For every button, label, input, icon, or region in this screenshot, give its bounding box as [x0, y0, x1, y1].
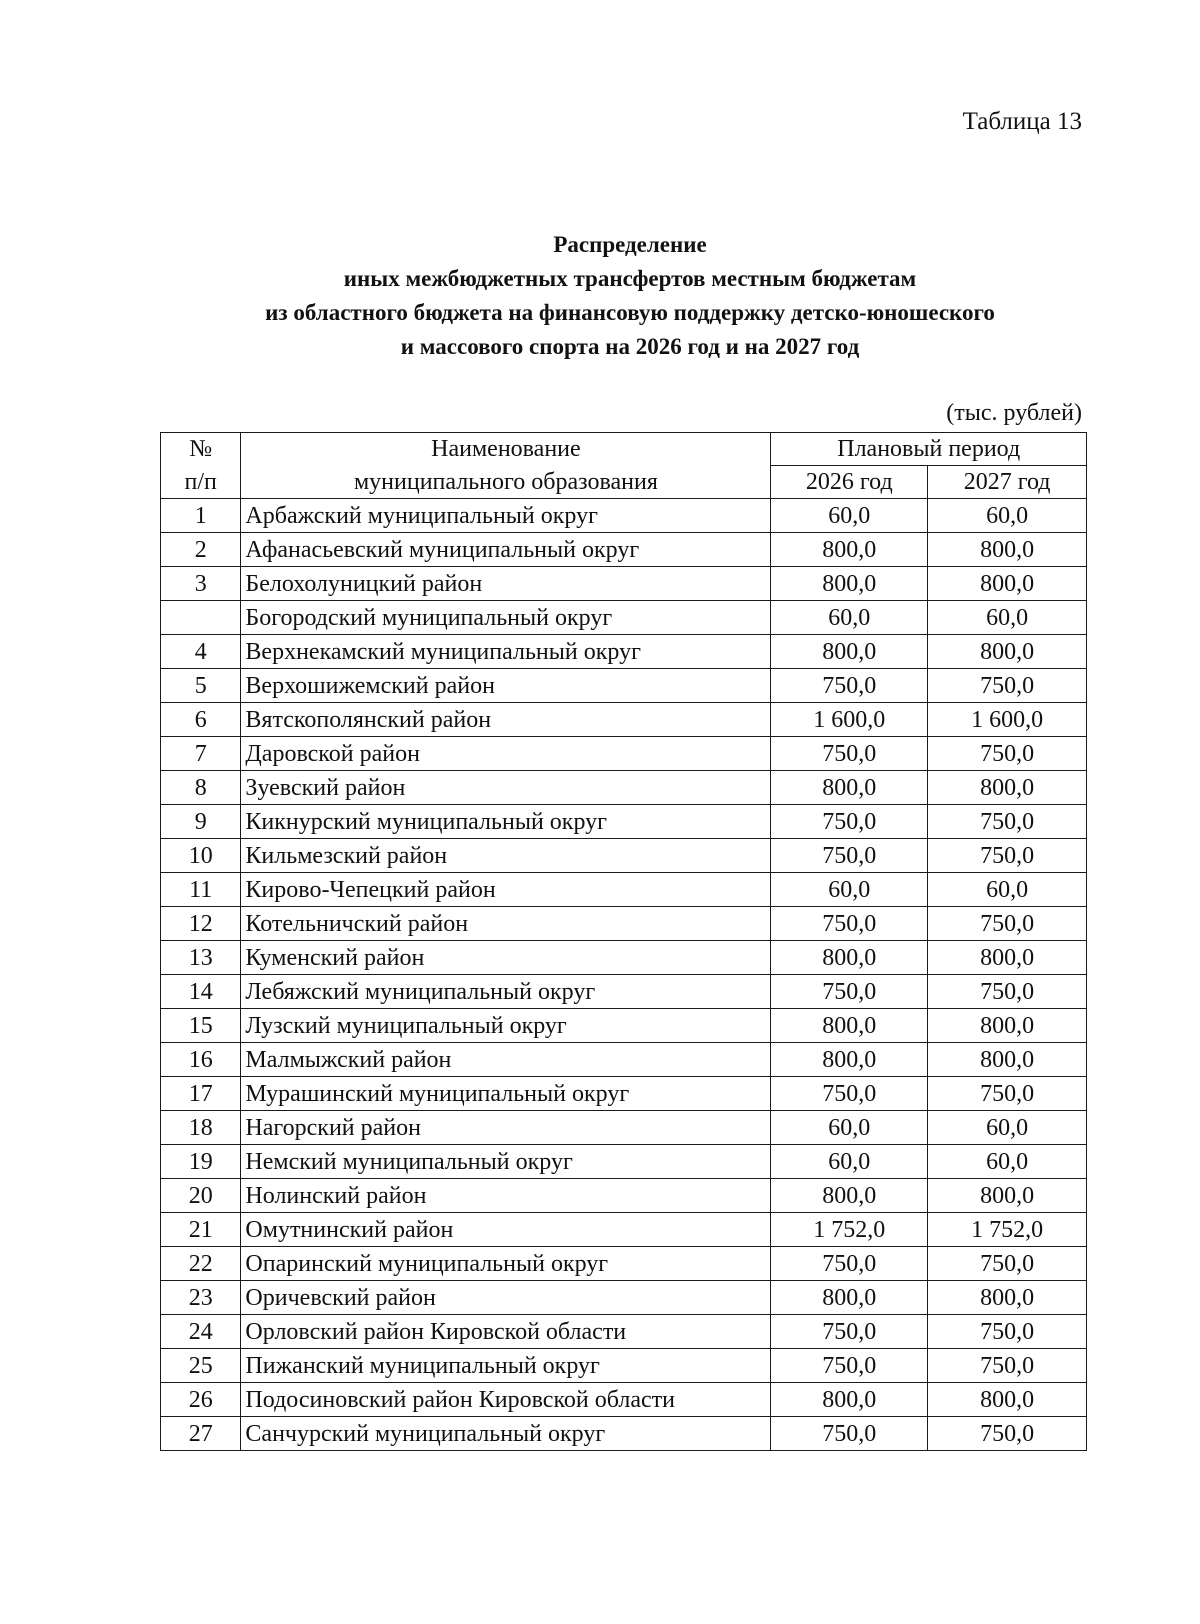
value-2027: 800,0 [928, 635, 1087, 669]
municipality-name: Лузский муниципальный округ [241, 1009, 771, 1043]
value-2026: 750,0 [771, 1417, 928, 1451]
row-number: 17 [161, 1077, 241, 1111]
row-number: 20 [161, 1179, 241, 1213]
row-number: 16 [161, 1043, 241, 1077]
municipality-name: Верхошижемский район [241, 669, 771, 703]
value-2026: 750,0 [771, 975, 928, 1009]
row-number: 11 [161, 873, 241, 907]
value-2026: 800,0 [771, 1043, 928, 1077]
header-year-2027: 2027 год [928, 466, 1087, 499]
municipality-name: Богородский муниципальный округ [241, 601, 771, 635]
table-row [161, 1417, 1087, 1451]
value-2026: 800,0 [771, 1179, 928, 1213]
table-row [161, 1383, 1087, 1417]
row-number: 4 [161, 635, 241, 669]
value-2027: 800,0 [928, 1009, 1087, 1043]
row-number: 18 [161, 1111, 241, 1145]
value-2026: 1 600,0 [771, 703, 928, 737]
value-2026: 750,0 [771, 1315, 928, 1349]
municipality-name: Нагорский район [241, 1111, 771, 1145]
municipality-name: Белохолуницкий район [241, 567, 771, 601]
row-number: 19 [161, 1145, 241, 1179]
units-note: (тыс. рублей) [946, 400, 1082, 426]
table-row [161, 805, 1087, 839]
value-2027: 750,0 [928, 1417, 1087, 1451]
value-2027: 750,0 [928, 737, 1087, 771]
value-2027: 800,0 [928, 1179, 1087, 1213]
value-2027: 60,0 [928, 873, 1087, 907]
value-2026: 750,0 [771, 907, 928, 941]
value-2027: 1 600,0 [928, 703, 1087, 737]
row-number: 15 [161, 1009, 241, 1043]
value-2026: 750,0 [771, 1247, 928, 1281]
table-row [161, 873, 1087, 907]
value-2026: 800,0 [771, 1009, 928, 1043]
header-name-line1: Наименование [241, 433, 771, 466]
table-row [161, 1145, 1087, 1179]
table-row [161, 601, 1087, 635]
row-number: 8 [161, 771, 241, 805]
municipality-name: Афанасьевский муниципальный округ [241, 533, 771, 567]
value-2027: 750,0 [928, 1349, 1087, 1383]
value-2027: 60,0 [928, 1111, 1087, 1145]
row-number: 26 [161, 1383, 241, 1417]
value-2026: 800,0 [771, 533, 928, 567]
municipality-name: Орловский район Кировской области [241, 1315, 771, 1349]
header-period: Плановый период [771, 433, 1087, 466]
value-2027: 750,0 [928, 1315, 1087, 1349]
value-2027: 750,0 [928, 1077, 1087, 1111]
row-number [161, 601, 241, 635]
table-row [161, 669, 1087, 703]
value-2026: 800,0 [771, 567, 928, 601]
table-header [161, 433, 1087, 499]
value-2027: 1 752,0 [928, 1213, 1087, 1247]
row-number: 22 [161, 1247, 241, 1281]
table-row [161, 635, 1087, 669]
value-2026: 60,0 [771, 1145, 928, 1179]
municipality-name: Кикнурский муниципальный округ [241, 805, 771, 839]
value-2026: 750,0 [771, 669, 928, 703]
value-2026: 60,0 [771, 601, 928, 635]
title-line-2: иных межбюджетных трансфертов местным бюджетам [343, 266, 917, 291]
value-2026: 60,0 [771, 1111, 928, 1145]
value-2026: 750,0 [771, 737, 928, 771]
row-number: 6 [161, 703, 241, 737]
header-year-2026: 2026 год [771, 466, 928, 499]
municipality-name: Кирово-Чепецкий район [241, 873, 771, 907]
value-2027: 60,0 [928, 1145, 1087, 1179]
value-2026: 800,0 [771, 1383, 928, 1417]
table-row [161, 1179, 1087, 1213]
table-row [161, 567, 1087, 601]
table-row [161, 1111, 1087, 1145]
municipality-name: Санчурский муниципальный округ [241, 1417, 771, 1451]
value-2027: 800,0 [928, 1383, 1087, 1417]
row-number: 27 [161, 1417, 241, 1451]
municipality-name: Пижанский муниципальный округ [241, 1349, 771, 1383]
row-number: 13 [161, 941, 241, 975]
value-2027: 750,0 [928, 1247, 1087, 1281]
value-2027: 60,0 [928, 601, 1087, 635]
table-row [161, 737, 1087, 771]
value-2027: 60,0 [928, 499, 1087, 533]
table-body [161, 499, 1087, 1451]
table-row [161, 1349, 1087, 1383]
value-2027: 750,0 [928, 669, 1087, 703]
title-line-4: и массового спорта на 2026 год и на 2027 год [400, 334, 860, 359]
title-line-3: из областного бюджета на финансовую поддержку детско-юношеского [265, 300, 995, 325]
table-row [161, 703, 1087, 737]
table-row [161, 839, 1087, 873]
value-2027: 800,0 [928, 533, 1087, 567]
municipality-name: Зуевский район [241, 771, 771, 805]
table-row [161, 1077, 1087, 1111]
table-row [161, 1247, 1087, 1281]
row-number: 7 [161, 737, 241, 771]
row-number: 21 [161, 1213, 241, 1247]
municipality-name: Малмыжский район [241, 1043, 771, 1077]
municipality-name: Подосиновский район Кировской области [241, 1383, 771, 1417]
document-title [150, 228, 1110, 364]
table-row [161, 975, 1087, 1009]
row-number: 5 [161, 669, 241, 703]
table-row [161, 941, 1087, 975]
value-2026: 750,0 [771, 839, 928, 873]
table-row [161, 1009, 1087, 1043]
table-row [161, 1043, 1087, 1077]
row-number: 24 [161, 1315, 241, 1349]
municipality-name: Оричевский район [241, 1281, 771, 1315]
row-number: 25 [161, 1349, 241, 1383]
table-row [161, 499, 1087, 533]
municipality-name: Немский муниципальный округ [241, 1145, 771, 1179]
value-2026: 1 752,0 [771, 1213, 928, 1247]
value-2027: 750,0 [928, 839, 1087, 873]
row-number: 14 [161, 975, 241, 1009]
municipality-name: Кильмезский район [241, 839, 771, 873]
row-number: 1 [161, 499, 241, 533]
value-2026: 800,0 [771, 1281, 928, 1315]
value-2026: 60,0 [771, 499, 928, 533]
value-2026: 750,0 [771, 1349, 928, 1383]
municipality-name: Куменский район [241, 941, 771, 975]
municipality-name: Арбажский муниципальный округ [241, 499, 771, 533]
header-num-line2: п/п [161, 466, 241, 499]
value-2027: 800,0 [928, 771, 1087, 805]
header-name-line2: муниципального образования [241, 466, 771, 499]
header-num-line1: № [161, 433, 241, 466]
value-2027: 750,0 [928, 805, 1087, 839]
distribution-table [160, 432, 1087, 1451]
municipality-name: Котельничский район [241, 907, 771, 941]
value-2027: 800,0 [928, 1043, 1087, 1077]
value-2026: 60,0 [771, 873, 928, 907]
table-number: Таблица 13 [962, 108, 1082, 135]
value-2026: 750,0 [771, 805, 928, 839]
value-2026: 800,0 [771, 941, 928, 975]
municipality-name: Нолинский район [241, 1179, 771, 1213]
row-number: 23 [161, 1281, 241, 1315]
row-number: 12 [161, 907, 241, 941]
value-2027: 800,0 [928, 941, 1087, 975]
value-2027: 750,0 [928, 975, 1087, 1009]
municipality-name: Лебяжский муниципальный округ [241, 975, 771, 1009]
row-number: 2 [161, 533, 241, 567]
municipality-name: Вятскополянский район [241, 703, 771, 737]
row-number: 9 [161, 805, 241, 839]
row-number: 3 [161, 567, 241, 601]
value-2027: 800,0 [928, 1281, 1087, 1315]
value-2027: 750,0 [928, 907, 1087, 941]
value-2026: 800,0 [771, 635, 928, 669]
table-row [161, 771, 1087, 805]
table-row [161, 1281, 1087, 1315]
municipality-name: Опаринский муниципальный округ [241, 1247, 771, 1281]
table-row [161, 533, 1087, 567]
municipality-name: Мурашинский муниципальный округ [241, 1077, 771, 1111]
municipality-name: Верхнекамский муниципальный округ [241, 635, 771, 669]
title-line-1: Распределение [553, 232, 707, 257]
row-number: 10 [161, 839, 241, 873]
table-row [161, 1315, 1087, 1349]
table-row [161, 1213, 1087, 1247]
value-2027: 800,0 [928, 567, 1087, 601]
table-row [161, 907, 1087, 941]
value-2026: 750,0 [771, 1077, 928, 1111]
municipality-name: Даровской район [241, 737, 771, 771]
municipality-name: Омутнинский район [241, 1213, 771, 1247]
value-2026: 800,0 [771, 771, 928, 805]
